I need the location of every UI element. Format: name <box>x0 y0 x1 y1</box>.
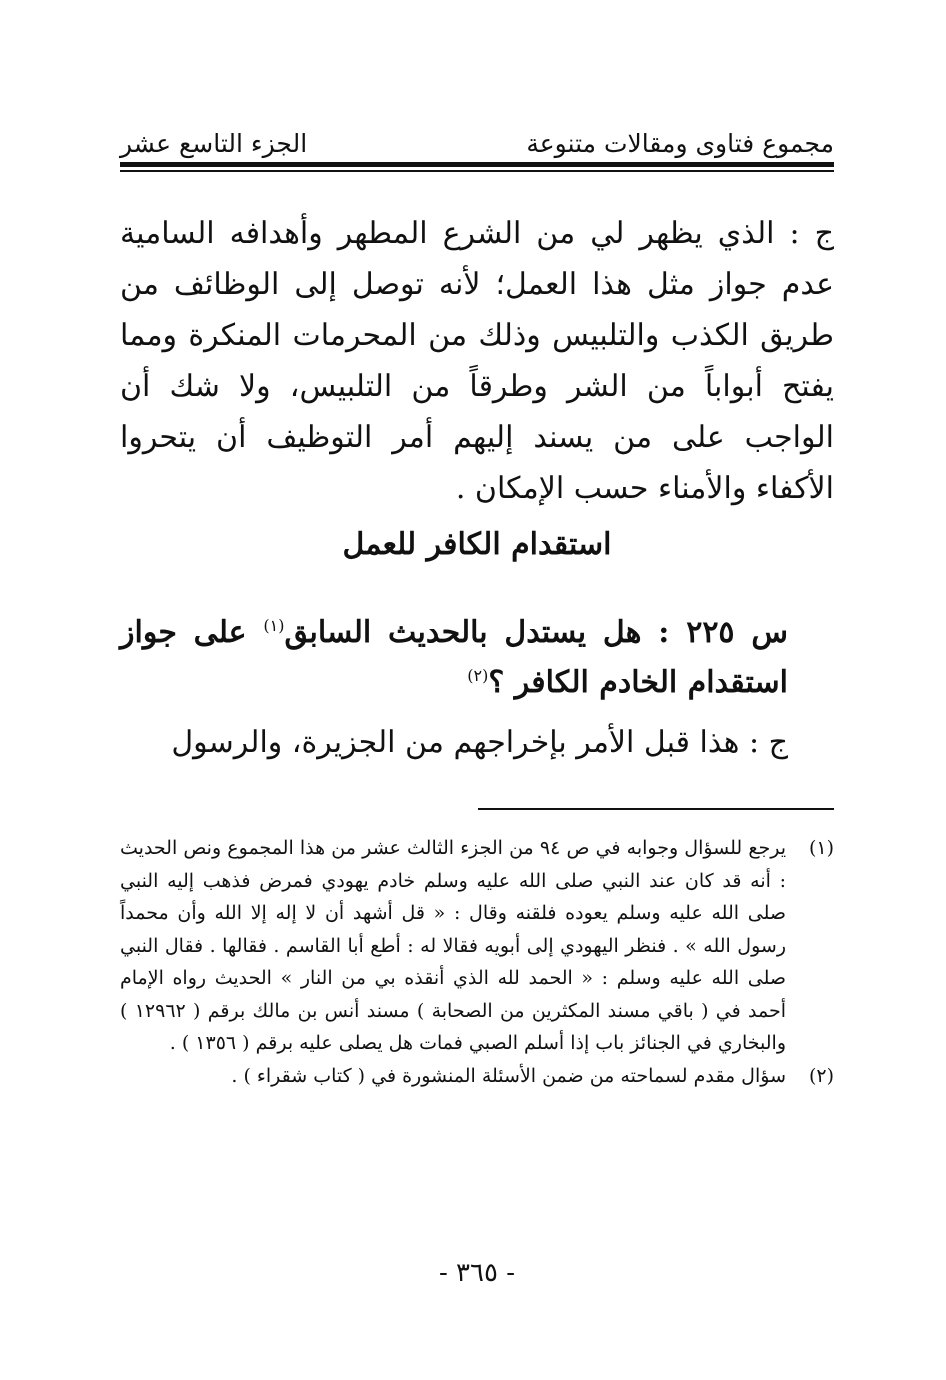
footnotes <box>120 832 834 1092</box>
question-text-part2: على جواز استقدام الخادم الكافر ؟ <box>120 615 788 700</box>
answer-text: الذي يظهر لي من الشرع المطهر وأهدافه السامية عدم جواز مثل هذا العمل؛ لأنه توصل إلى الوظائف من طريق الكذب والتلبيس وذلك من المحرمات المنكرة ومما يفتح أبواباً من الشر وطرقاً من التلبيس، ولا شك أن الواجب على من يسند إليهم أمر التوظيف أن يتحروا الأكفاء والأمناء حسب الإمكان . <box>120 216 834 506</box>
question-text-part1: هل يستدل بالحديث السابق <box>284 615 642 650</box>
answer-prefix-2: ج : <box>748 725 788 760</box>
section-heading: استقدام الكافر للعمل <box>342 527 612 562</box>
page-number: - ٣٦٥ - <box>438 1258 516 1288</box>
footnote-ref-2[interactable]: (٢) <box>467 666 489 685</box>
footnote-text-2: سؤال مقدم لسماحته من ضمن الأسئلة المنشورة في ( كتاب شقراء ) . <box>231 1064 786 1087</box>
answer-paragraph <box>120 208 834 514</box>
header-rule-thick <box>120 162 834 167</box>
footnote-separator <box>478 808 834 810</box>
answer-text-2: هذا قبل الأمر بإخراجهم من الجزيرة، والرسول <box>171 725 740 760</box>
answer-prefix: ج : <box>789 216 834 251</box>
footnote-1 <box>120 832 834 1060</box>
footnote-2 <box>120 1060 834 1093</box>
footnote-number-2: (٢) <box>808 1064 834 1087</box>
volume-label: الجزء التاسع عشر <box>120 129 308 158</box>
question-number: س ٢٢٥ : <box>658 615 788 650</box>
running-header <box>120 118 834 158</box>
question-paragraph <box>120 608 834 708</box>
footnote-number-1: (١) <box>808 837 834 859</box>
header-rule-thin <box>120 170 834 172</box>
answer-paragraph-2 <box>120 718 834 768</box>
footnote-ref-1[interactable]: (١) <box>263 616 285 635</box>
book-title: مجموع فتاوى ومقالات متنوعة <box>526 129 834 158</box>
footnote-text-1: يرجع للسؤال وجوابه في ص ٩٤ من الجزء الثالث عشر من هذا المجموع ونص الحديث : أنه قد كان عند النبي صلى الله عليه وسلم خادم يهودي فمرض فذهب إليه النبي صلى الله عليه وسلم يعوده فلقنه وقال : « قل أشهد أن لا إله إلا الله وأن محمداً رسول الله » . فنظر اليهودي إلى أبويه فقالا له : أطع أبا القاسم . فقالها . فقال النبي صلى الله عليه وسلم : « الحمد لله الذي أنقذه بي من النار » الحديث رواه الإمام أحمد في ( باقي مسند المكثرين من الصحابة ) مسند أنس بن مالك برقم ( ١٢٩٦٢ ) والبخاري في الجنائز باب إذا أسلم الصبي فمات هل يصلى عليه برقم ( ١٣٥٦ ) . <box>120 837 787 1054</box>
